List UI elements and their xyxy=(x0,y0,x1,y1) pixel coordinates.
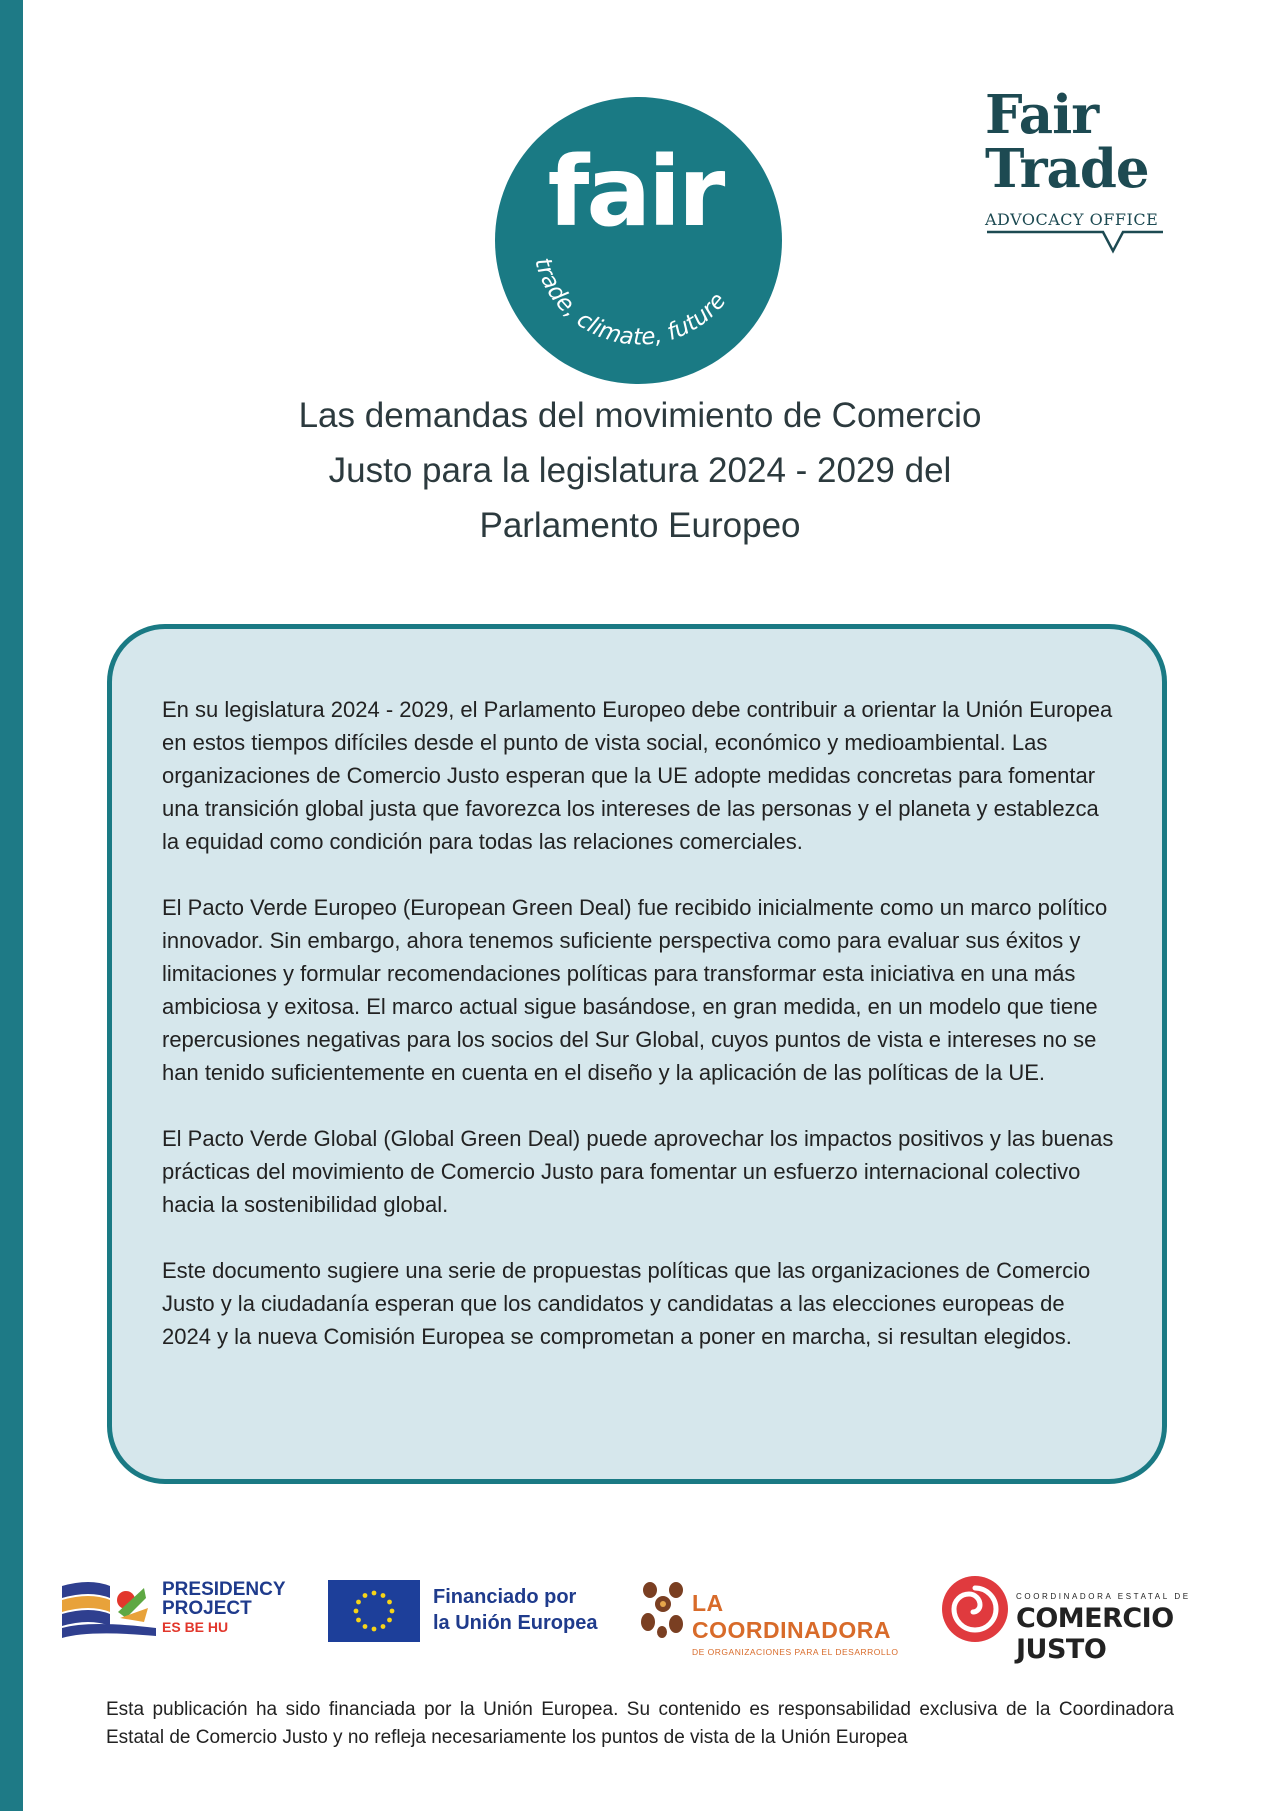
funding-disclaimer: Esta publicación ha sido financiada por la Unión Europea. Su contenido es responsabilidad exclusiva de la Coordinadora Estatal de Comercio Justo y no refleja necesariamente los puntos de vista de la Unión Europea xyxy=(106,1699,1174,1748)
intro-paragraph: En su legislatura 2024 - 2029, el Parlamento Europeo debe contribuir a orientar la Unión Europea en estos tiempos difíciles desde el punto de vista social, económico y medioambiental. Las organizaciones de Comercio Justo esperan que la UE adopte medidas concretas para fomentar una transición global justa que favorezca los intereses de las personas y el planeta y establezca la equidad como condición para todas las relaciones comerciales. xyxy=(162,697,1113,854)
eu-flag-icon xyxy=(328,1580,420,1642)
presidency-flag-icon xyxy=(60,1578,156,1642)
funder-logos xyxy=(60,1570,1220,1665)
speech-tail-underline xyxy=(985,229,1165,255)
intro-text-box xyxy=(107,624,1167,1484)
presidency-project-logo xyxy=(60,1570,300,1650)
coordinadora-subtitle: DE ORGANIZACIONES PARA EL DESARROLLO xyxy=(692,1647,899,1657)
presidency-line3: ES BE HU xyxy=(162,1619,229,1635)
title-line: Parlamento Europeo xyxy=(479,506,801,545)
la-coordinadora-logo xyxy=(640,1570,915,1657)
side-accent-bar xyxy=(0,0,23,1811)
ft-logo-fair: Fair xyxy=(985,84,1099,146)
page-title xyxy=(200,388,1080,553)
fair-logo-word: fair xyxy=(547,136,723,248)
presidency-line1: PRESIDENCY xyxy=(162,1579,286,1600)
fair-trade-climate-future-logo xyxy=(495,97,782,384)
intro-paragraph: El Pacto Verde Europeo (European Green Deal) fue recibido inicialmente como un marco político innovador. Sin embargo, ahora tenemos suficiente perspectiva como para evaluar sus éxitos y limitaciones y formular recomendaciones políticas para transformar esta iniciativa en una más ambiciosa y exitosa. El marco actual sigue basándose, en gran medida, en un modelo que tiene repercusiones negativas para los socios del Sur Global, cuyos puntos de vista e intereses no se han tenido suficientemente en cuenta en el diseño y la aplicación de las políticas de la UE. xyxy=(162,895,1108,1085)
comercio-justo-main: COMERCIO JUSTO xyxy=(1016,1603,1174,1665)
intro-paragraph: Este documento sugiere una serie de propuestas políticas que las organizaciones de Comercio Justo y la ciudadanía esperan que los candidatos y candidatas a las elecciones europeas de 2024 y la nueva Comisión Europea se comprometan a poner en marcha, si resultan elegidos. xyxy=(162,1258,1091,1349)
comercio-justo-top: COORDINADORA ESTATAL DE xyxy=(1016,1592,1191,1601)
eu-funding-logo xyxy=(328,1570,618,1650)
fair-logo-tagline: trade, climate, future xyxy=(529,255,732,351)
title-line: Las demandas del movimiento de Comercio xyxy=(298,396,982,435)
ft-logo-trade: Trade xyxy=(985,138,1149,200)
fair-trade-advocacy-office-logo xyxy=(985,84,1170,273)
presidency-line2: PROJECT xyxy=(162,1598,252,1619)
eu-line1: Financiado por xyxy=(433,1586,577,1608)
ft-logo-office: ADVOCACY OFFICE xyxy=(985,210,1159,229)
coordinadora-title: LA COORDINADORA xyxy=(692,1590,891,1643)
coordinadora-figure-icon xyxy=(640,1580,686,1640)
intro-paragraph: El Pacto Verde Global (Global Green Deal) puede aprovechar los impactos positivos y las buenas prácticas del movimiento de Comercio Justo para fomentar un esfuerzo internacional colectivo hacia la sostenibilidad global. xyxy=(162,1126,1114,1217)
title-line: Justo para la legislatura 2024 - 2029 del xyxy=(328,451,952,490)
eu-line2: la Unión Europea xyxy=(433,1612,598,1634)
comercio-justo-logo xyxy=(940,1570,1220,1665)
comercio-justo-spiral-icon xyxy=(940,1574,1010,1644)
